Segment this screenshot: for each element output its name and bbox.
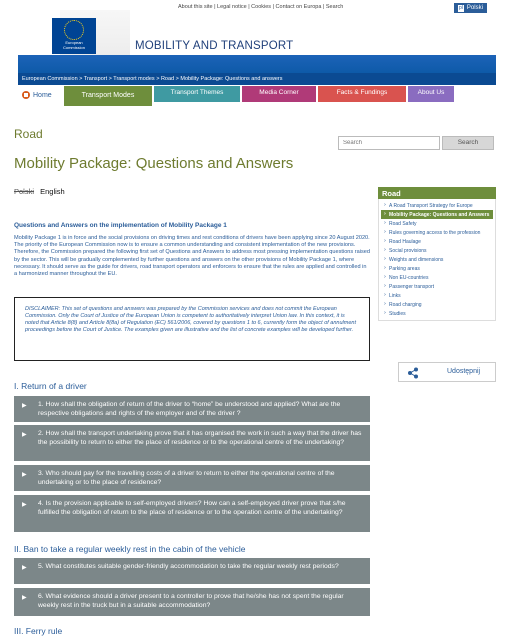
sidebar-title[interactable]: Road xyxy=(378,187,496,199)
question-text: 5. What constitutes suitable gender-friendly accommodation to take the regular weekly rest periods? xyxy=(38,563,339,570)
tab-transport-themes[interactable]: Transport Themes xyxy=(154,86,240,102)
sidebar-item-road-charging[interactable]: › Road charging xyxy=(381,300,493,309)
question-text: 3. Who should pay for the travelling costs of a driver to return to either the operational centre of the undertaking or to the place of residence? xyxy=(38,470,335,486)
eu-stars-icon xyxy=(64,20,84,40)
logo-text: European Commission xyxy=(62,40,85,50)
caret-right-icon: ▶ xyxy=(22,502,27,508)
question-4[interactable] xyxy=(14,495,370,532)
sidebar-item-links[interactable]: › Links xyxy=(381,291,493,300)
language-switcher xyxy=(14,187,65,196)
sidebar-list xyxy=(378,199,496,321)
sidebar-item-non-eu[interactable]: › Non EU-countries xyxy=(381,273,493,282)
top-links[interactable]: About this site | Legal notice | Cookies | Contact on Europa | Search xyxy=(178,4,344,10)
main-navigation xyxy=(18,86,496,104)
sidebar-item-road-haulage[interactable]: › Road Haulage xyxy=(381,237,493,246)
language-code: pl xyxy=(459,4,463,11)
tab-transport-modes[interactable]: Transport Modes xyxy=(64,86,152,106)
sidebar-item-parking-areas[interactable]: › Parking areas xyxy=(381,264,493,273)
share-button[interactable] xyxy=(398,362,496,382)
question-text: 4. Is the provision applicable to self-employed drivers? How can a self-employed driver prove that s/he fulfilled the obligation of return to the place of residence or to the operation centre of the undertaking? xyxy=(38,500,346,516)
disclaimer-box: DISCLAIMER: This set of questions and answers was prepared by the Commission services and does not commit the European Commission. Only the Court of Justice of the European Union is competent to authoritatively interpret Union law. In this context, it is noted that Article 8(8) and Article 8(8a) of Regulation (EC) 561/2006, covered by questions 1 to 6, currently form the object of annulment proceedings before the Court of Justice. The examples given are illustrative and the list of concrete examples will be developed further. xyxy=(14,297,370,361)
section-return-of-driver: I. Return of a driver xyxy=(14,381,87,391)
section-heading: Road xyxy=(14,127,43,141)
question-text: 2. How shall the transport undertaking prove that it has organised the work in such a way that the driver has the possibility to return to either the place of residence or to the operational centre of the undertaking? xyxy=(38,430,362,446)
sidebar-item-access-profession[interactable]: › Rules governing access to the profession xyxy=(381,228,493,237)
european-commission-logo[interactable] xyxy=(52,18,96,54)
question-2[interactable] xyxy=(14,425,370,461)
sidebar-item-strategy[interactable]: › A Road Transport Strategy for Europe xyxy=(381,201,493,210)
sidebar xyxy=(378,187,496,321)
sidebar-item-passenger-transport[interactable]: › Passenger transport xyxy=(381,282,493,291)
breadcrumb[interactable]: European Commission > Transport > Transport modes > Road > Mobility Package: Questions and answers xyxy=(22,76,283,82)
language-english: English xyxy=(40,187,65,196)
caret-right-icon: ▶ xyxy=(22,595,27,601)
page-title: Mobility Package: Questions and Answers xyxy=(14,155,294,172)
tab-about-us[interactable]: About Us xyxy=(408,86,454,102)
question-3[interactable] xyxy=(14,465,370,491)
share-icon xyxy=(407,367,419,379)
nav-home-label: Home xyxy=(33,91,52,99)
tab-facts-fundings[interactable]: Facts & Fundings xyxy=(318,86,406,102)
question-5[interactable] xyxy=(14,558,370,584)
intro-paragraph: Mobility Package 1 is in force and the social provisions on driving times and rest conditions of drivers have been applying since 20 August 2020. The priority of the European Commission now is to ensure a common understanding and consistent implementation of the new provisions. Therefore, the Commission prepared the following first set of Questions and Answers to address most pressing implementation questions raised by the sector. This will be gradually complemented by further questions and answers on the other provisions of Mobility Package 1, where necessary. It should serve as the guide for drivers, road transport operators and enforcers to ensure that the rules are applied and controlled in a harmonized manner throughout the EU. xyxy=(14,235,371,278)
sidebar-item-social-provisions[interactable]: › Social provisions xyxy=(381,246,493,255)
language-label: Polski xyxy=(466,5,483,11)
caret-right-icon: ▶ xyxy=(22,565,27,571)
site-title[interactable]: MOBILITY AND TRANSPORT xyxy=(135,40,294,52)
sidebar-item-mobility-package[interactable]: › Mobility Package: Questions and Answers xyxy=(381,210,493,219)
caret-right-icon: ▶ xyxy=(22,432,27,438)
sidebar-item-road-safety[interactable]: › Road Safety xyxy=(381,219,493,228)
share-label: Udostępnij xyxy=(447,368,481,375)
site-header xyxy=(0,10,506,56)
search-input[interactable] xyxy=(338,136,440,150)
question-text: 1. How shall the obligation of return of the driver to “home” be understood and applied? What are the respective obligations and rights of the employer and of the driver ? xyxy=(38,401,341,417)
sidebar-item-studies[interactable]: › Studies xyxy=(381,309,493,318)
question-text: 6. What evidence should a driver present to a controller to prove that he/she has not spent the regular weekly rest in the truck but in a suitable accommodation? xyxy=(38,593,344,609)
sidebar-item-weights-dimensions[interactable]: › Weights and dimensions xyxy=(381,255,493,264)
question-1[interactable] xyxy=(14,396,370,422)
language-polski[interactable]: Polski xyxy=(14,187,35,196)
caret-right-icon: ▶ xyxy=(22,403,27,409)
search-button[interactable]: Search xyxy=(442,136,494,150)
caret-right-icon: ▶ xyxy=(22,472,27,478)
qa-heading: Questions and Answers on the implementation of Mobility Package 1 xyxy=(14,222,227,229)
section-ferry-rule: III. Ferry rule xyxy=(14,626,63,636)
home-icon xyxy=(22,91,30,99)
nav-home[interactable] xyxy=(18,86,52,104)
tab-media-corner[interactable]: Media Corner xyxy=(242,86,316,102)
question-6[interactable] xyxy=(14,588,370,616)
section-weekly-rest-ban: II. Ban to take a regular weekly rest in the cabin of the vehicle xyxy=(14,544,246,554)
